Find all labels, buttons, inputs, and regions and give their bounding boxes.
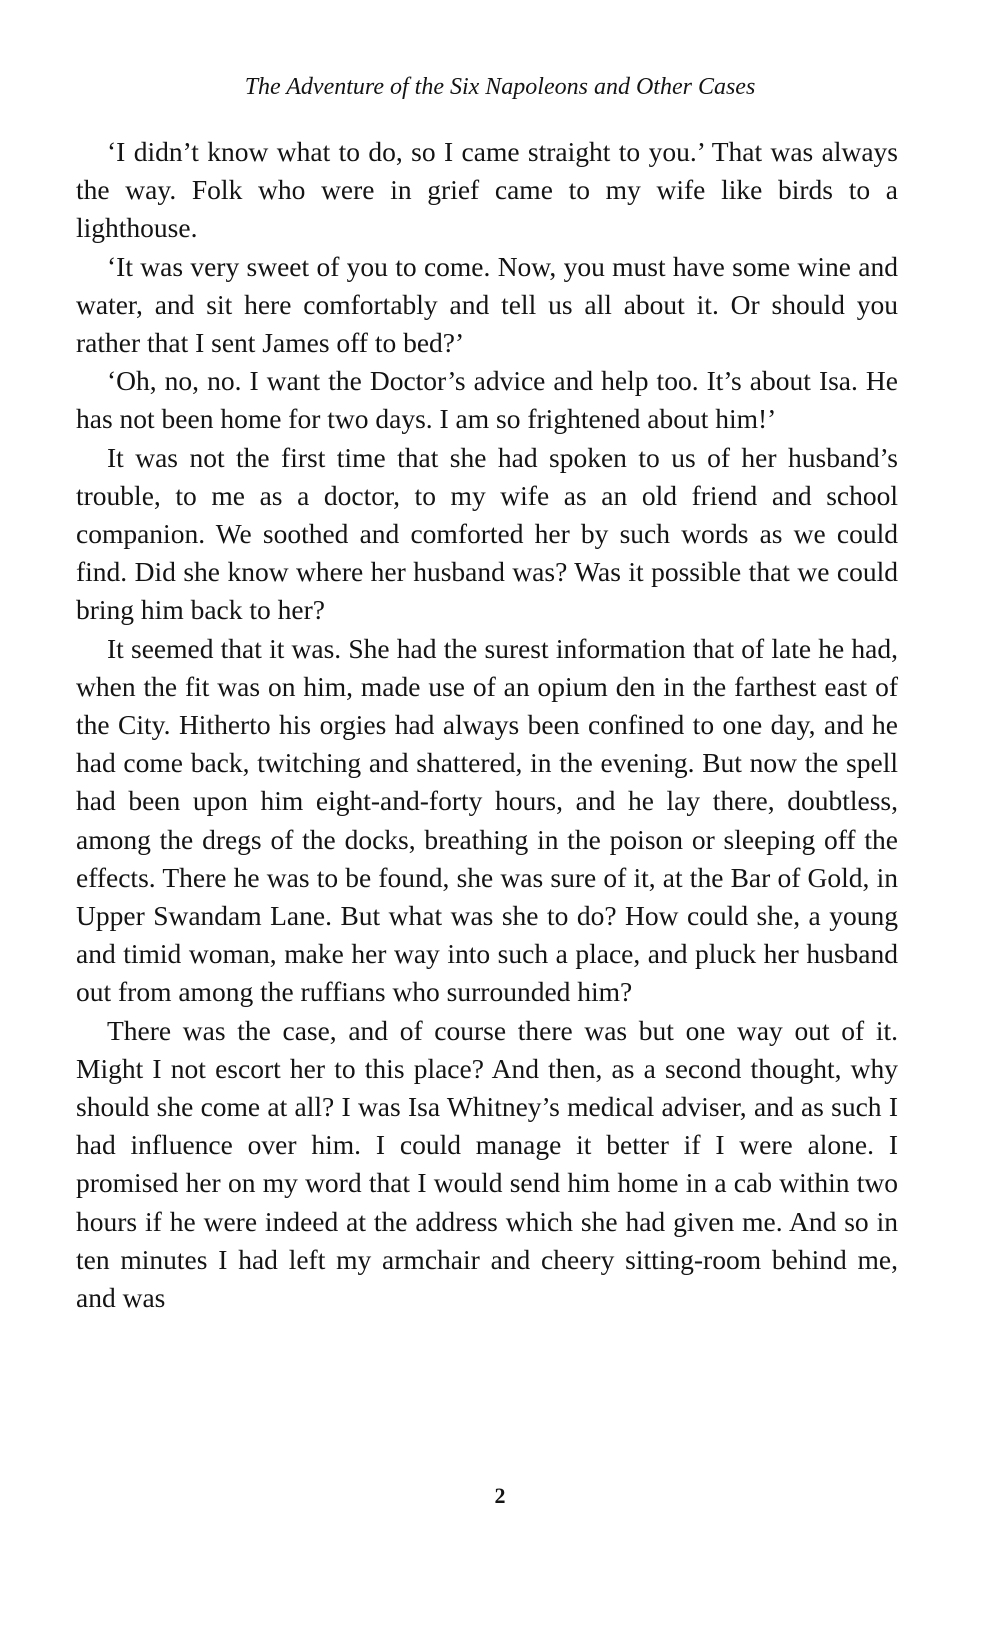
paragraph: There was the case, and of course there was but one way out of it. Might I not escort her to this place? And then, as a second thought, why should she come at all? I was Isa Whitney’s medical adviser, and as such I had influence over him. I could manage it better if I were alone. I promised her on my word that I would send him home in a cab within two hours if he were indeed at the address which she had given me. And so in ten minutes I had left my armchair and cheery sitting-room behind me, and was: [76, 1014, 898, 1314]
paragraph: ‘Oh, no, no. I want the Doctor’s advice and help too. It’s about Isa. He has not been home for two days. I am so frightened about him!’: [76, 365, 898, 435]
page-number: 2: [494, 1483, 506, 1508]
paragraph: ‘It was very sweet of you to come. Now, you must have some wine and water, and sit here comfortably and tell us all about it. Or should you rather that I sent James off to bed?’: [76, 250, 898, 359]
paragraph: It was not the first time that she had spoken to us of her husband’s trouble, to me as a doctor, to my wife as an old friend and school companion. We soothed and comforted her by such words as we could find. Did she know where her husband was? Was it possible that we could bring him back to her?: [76, 441, 898, 626]
paragraph: It seemed that it was. She had the surest information that of late he had, when the fit was on him, made use of an opium den in the farthest east of the City. Hitherto his orgies had always been confined to one day, and he had come back, twitching and shattered, in the evening. But now the spell had been upon him eight-and-forty hours, and he lay there, doubtless, among the dregs of the docks, breathing in the poison or sleeping off the effects. There he was to be found, she was sure of it, at the Bar of Gold, in Upper Swandam Lane. But what was she to do? How could she, a young and timid woman, make her way into such a place, and pluck her husband out from among the ruffians who surrounded him?: [76, 632, 898, 1008]
body-text: [76, 133, 898, 1317]
paragraph: ‘I didn’t know what to do, so I came straight to you.’ That was always the way. Folk who were in grief came to my wife like birds to a lighthouse.: [76, 136, 898, 244]
running-head: The Adventure of the Six Napoleons and Other Cases: [244, 74, 756, 100]
